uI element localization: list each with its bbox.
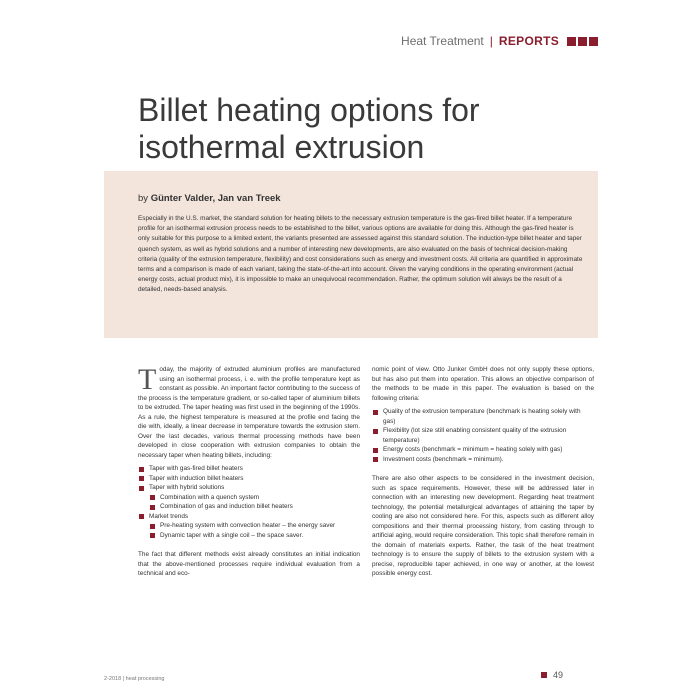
footer-publication: heat processing <box>125 676 165 682</box>
body-column-left <box>138 365 360 583</box>
byline <box>138 193 586 204</box>
aspects-paragraph: There are also other aspects to be considered in the investment decision, such as space requirements. However, these will be addressed later in connection with an interesting new development. Regarding heat treatment technology, the potential metallurgical advantages of attaining the taper by cooling are also not considered here. For this, aspects such as different alloy compositions and their thermal processing history, from casting through to artificial aging, would require consideration. This topic shall therefore remain in the domain of materials experts. Rather, the task of the heat treatment technology is to ensure the supply of billets to the extrusion system with a precise, reproducible taper achieved, in one way or another, at the lowest possible energy cost. <box>372 475 594 577</box>
header-squares-icon <box>567 37 598 46</box>
drop-cap: T <box>138 363 157 396</box>
list-item: Market trends <box>138 512 360 522</box>
footer-separator: | <box>122 676 125 682</box>
criteria-list <box>372 407 594 464</box>
running-header <box>401 34 598 48</box>
header-category: Heat Treatment <box>401 34 484 48</box>
list-subitem: Dynamic taper with a single coil – the space saver. <box>138 531 360 541</box>
byline-prefix: by <box>138 193 149 204</box>
list-item: Taper with gas-fired billet heaters <box>138 464 360 474</box>
footer-issue-number: 2-2018 <box>104 676 122 682</box>
abstract-box <box>104 171 598 338</box>
list-item: Flexibility (lot size still enabling consistent quality of the extrusion temperature) <box>372 426 594 445</box>
list-item: Taper with hybrid solutions <box>138 483 360 493</box>
list-item: Investment costs (benchmark = minimum). <box>372 455 594 465</box>
list-subitem: Pre-heating system with convection heater – the energy saver <box>138 521 360 531</box>
page-number-block <box>541 670 563 680</box>
header-section: REPORTS <box>498 34 559 48</box>
list-item: Quality of the extrusion temperature (benchmark is heating solely with gas) <box>372 407 594 426</box>
header-separator: | <box>489 34 493 48</box>
byline-authors: Günter Valder, Jan van Treek <box>150 193 281 204</box>
article-title: Billet heating options for isothermal extrusion <box>138 92 480 165</box>
criteria-intro: nomic point of view. Otto Junker GmbH does not only supply these options, but has also put them into operation. This allows an objective comparison of the methods to be made in this paper. The evaluation is based on the following criteria: <box>372 366 594 402</box>
footer-issue <box>104 676 164 682</box>
list-item: Energy costs (benchmark = minimum = heating solely with gas) <box>372 445 594 455</box>
body-column-right <box>372 365 594 583</box>
list-subitem: Combination with a quench system <box>138 493 360 503</box>
list-item: Taper with induction billet heaters <box>138 474 360 484</box>
closing-paragraph: The fact that different methods exist already constitutes an initial indication that the above-mentioned processes require individual evaluation from a technical and eco- <box>138 551 360 577</box>
abstract-text: Especially in the U.S. market, the standard solution for heating billets to the necessary extrusion temperature is the gas-fired billet heater. If a temperature profile for an isothermal extrusion process needs to be established to the billet, various options are available for doing this. Although the gas-fired heater is only suitable for this purpose to a limited extent, the variants presented are assessed against this standard solution. The induction-type billet heater and taper quench system, as well as hybrid solutions and a number of interesting new developments, are also evaluated on the basis of technical decision-making criteria (quality of the extrusion temperature, flexibility) and cost considerations such as energy and investment costs. All criteria are quantified in approximate terms and a comparison is made of each variant, taking the state-of-the-art into account. Given the varying conditions in the operating environment (actual energy costs, actual product mix), it is impossible to make an unequivocal recommendation. Rather, the optimum solution will always be the result of a detailed, needs-based analysis. <box>138 215 583 294</box>
intro-text: oday, the majority of extruded aluminium profiles are manufactured using an isothermal process, i. e. with the profile temperature kept as constant as possible. An important factor contributing to the success of the process is the temperature gradient, or so-called taper of aluminium billets to be extruded. The taper heating was first used in the beginning of the 1990s. As a rule, the highest temperature is measured at the profile end facing the die with, ideally, a linear decrease in temperature towards the extrusion stem. Over the last decades, various thermal processing methods have been developed in close cooperation with extrusion companies to obtain the necessary taper when heating billets, including: <box>138 366 360 459</box>
page-number: 49 <box>553 670 564 680</box>
list-subitem: Combination of gas and induction billet heaters <box>138 502 360 512</box>
methods-list <box>138 464 360 540</box>
page-marker-icon <box>541 672 547 678</box>
intro-paragraph <box>138 365 360 460</box>
